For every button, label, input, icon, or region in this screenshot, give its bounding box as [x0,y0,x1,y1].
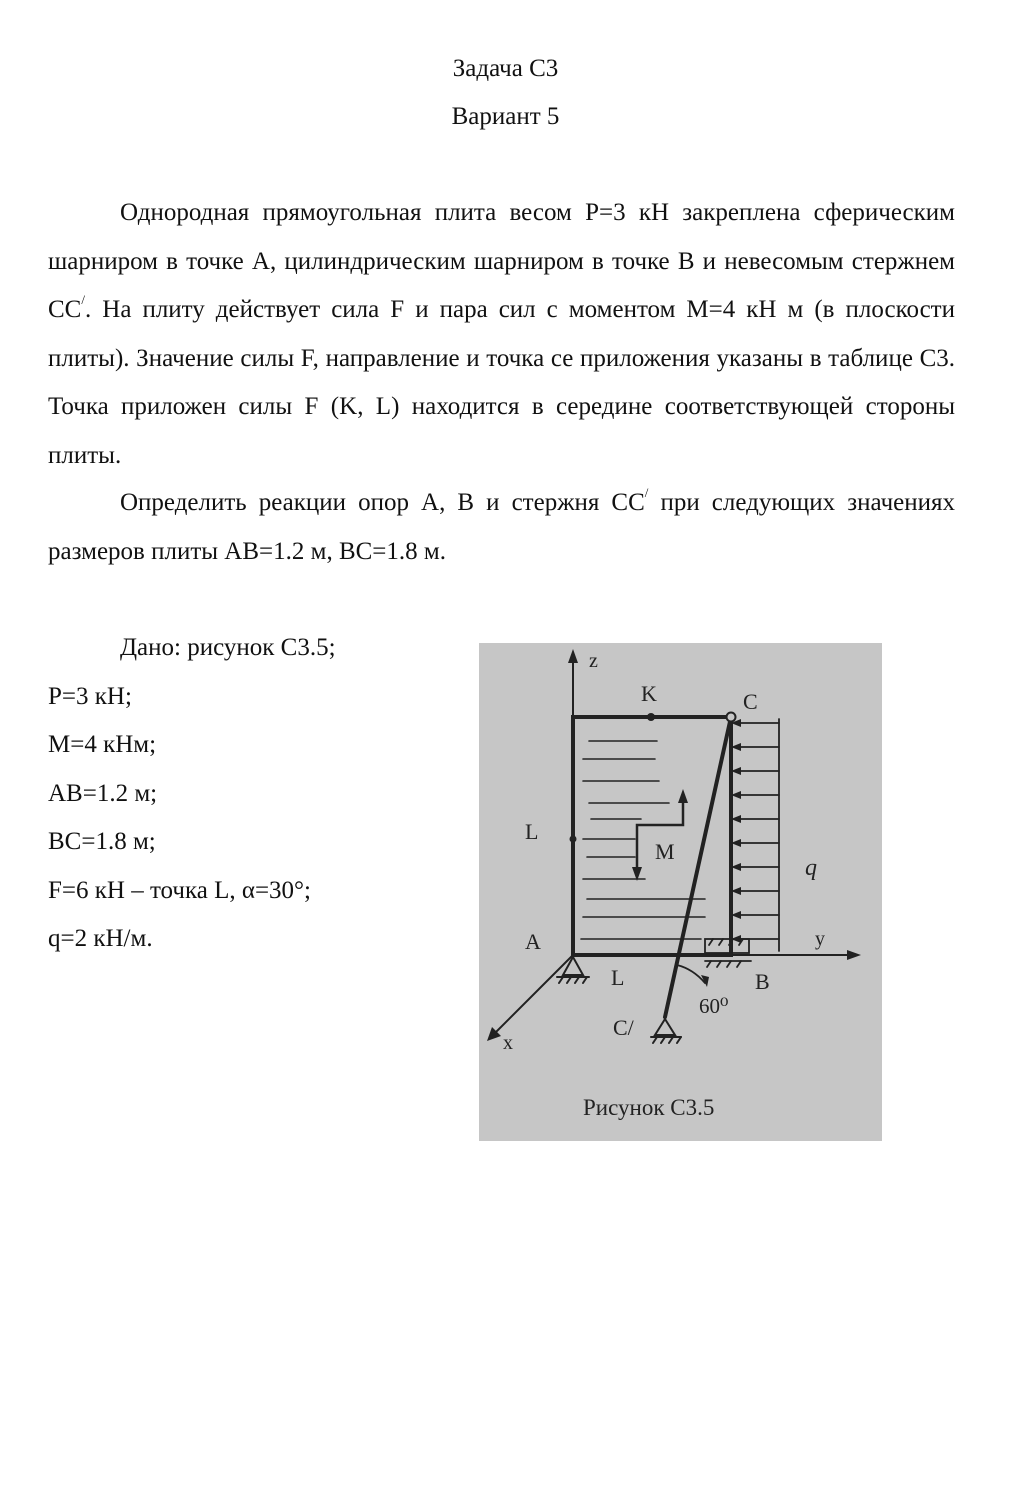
given-line: F=6 кН – точка L, α=30°; [48,876,312,904]
given-line: Дано: рисунок С3.5; [120,634,336,661]
paragraph-1-text-a: Однородная прямоугольная плита весом P=3 кН закреплена сферическим шарниром в точке A, цилиндрическим шарниром в точке B и невесомым стержнем CC [48,199,955,323]
plate-outline [573,717,731,955]
figure-c3-5 [479,643,882,1141]
label-c-prime: C/ [613,1015,634,1040]
support-a [557,957,589,983]
distributed-load-q [731,719,779,951]
hinge-c [727,713,736,722]
label-y: y [815,928,825,950]
support-b [705,939,751,967]
rod-cc-prime [665,717,731,1017]
given-line: q=2 кН/м. [48,925,153,952]
figure-drawing [479,643,882,1141]
label-z: z [589,650,598,672]
problem-paragraph-2 [48,479,955,576]
plate-hatching [581,741,705,939]
paragraph-1-prime: / [81,292,85,307]
support-c-prime [651,1019,681,1043]
label-l-upper: L [525,819,539,844]
label-a: A [525,929,541,954]
paragraph-2-text-a: Определить реакции опор A, B и стержня CC [120,489,645,516]
x-axis [487,955,573,1041]
variant-label: Вариант 5 [451,103,560,130]
given-line: AB=1.2 м; [48,779,158,807]
paragraph-2-prime: / [644,485,649,500]
point-l [570,836,577,843]
point-k [647,713,655,721]
label-c: C [743,689,758,714]
given-data-list [48,624,448,964]
figure-caption: Рисунок С3.5 [583,1095,715,1120]
problem-paragraph-1 [48,189,955,480]
label-x: x [503,1032,513,1054]
given-line: BC=1.8 м; [48,828,156,855]
paragraph-2-text-b: при следующих значениях размеров плиты AB=1.2 м, BC=1.8 м. [48,489,955,565]
angle-arc [677,965,705,983]
label-b: B [755,969,770,994]
label-q: q [805,855,817,881]
given-line: P=3 кН; [48,682,132,710]
label-l-lower: L [611,965,625,990]
label-angle: 60⁰ [699,994,729,1018]
given-line: M=4 кНм; [48,731,157,758]
paragraph-1-text-b: . На плиту действует сила F и пара сил с моментом M=4 кН м (в плоскости плиты). Значение силы F, направление и точка се приложения указаны в таблице С3. Точка приложен силы F (K, L) находится в середине соответствующей стороны плиты. [48,296,955,469]
label-k: K [641,681,657,706]
label-m: M [655,839,675,864]
problem-title: Задача С3 [452,55,559,82]
